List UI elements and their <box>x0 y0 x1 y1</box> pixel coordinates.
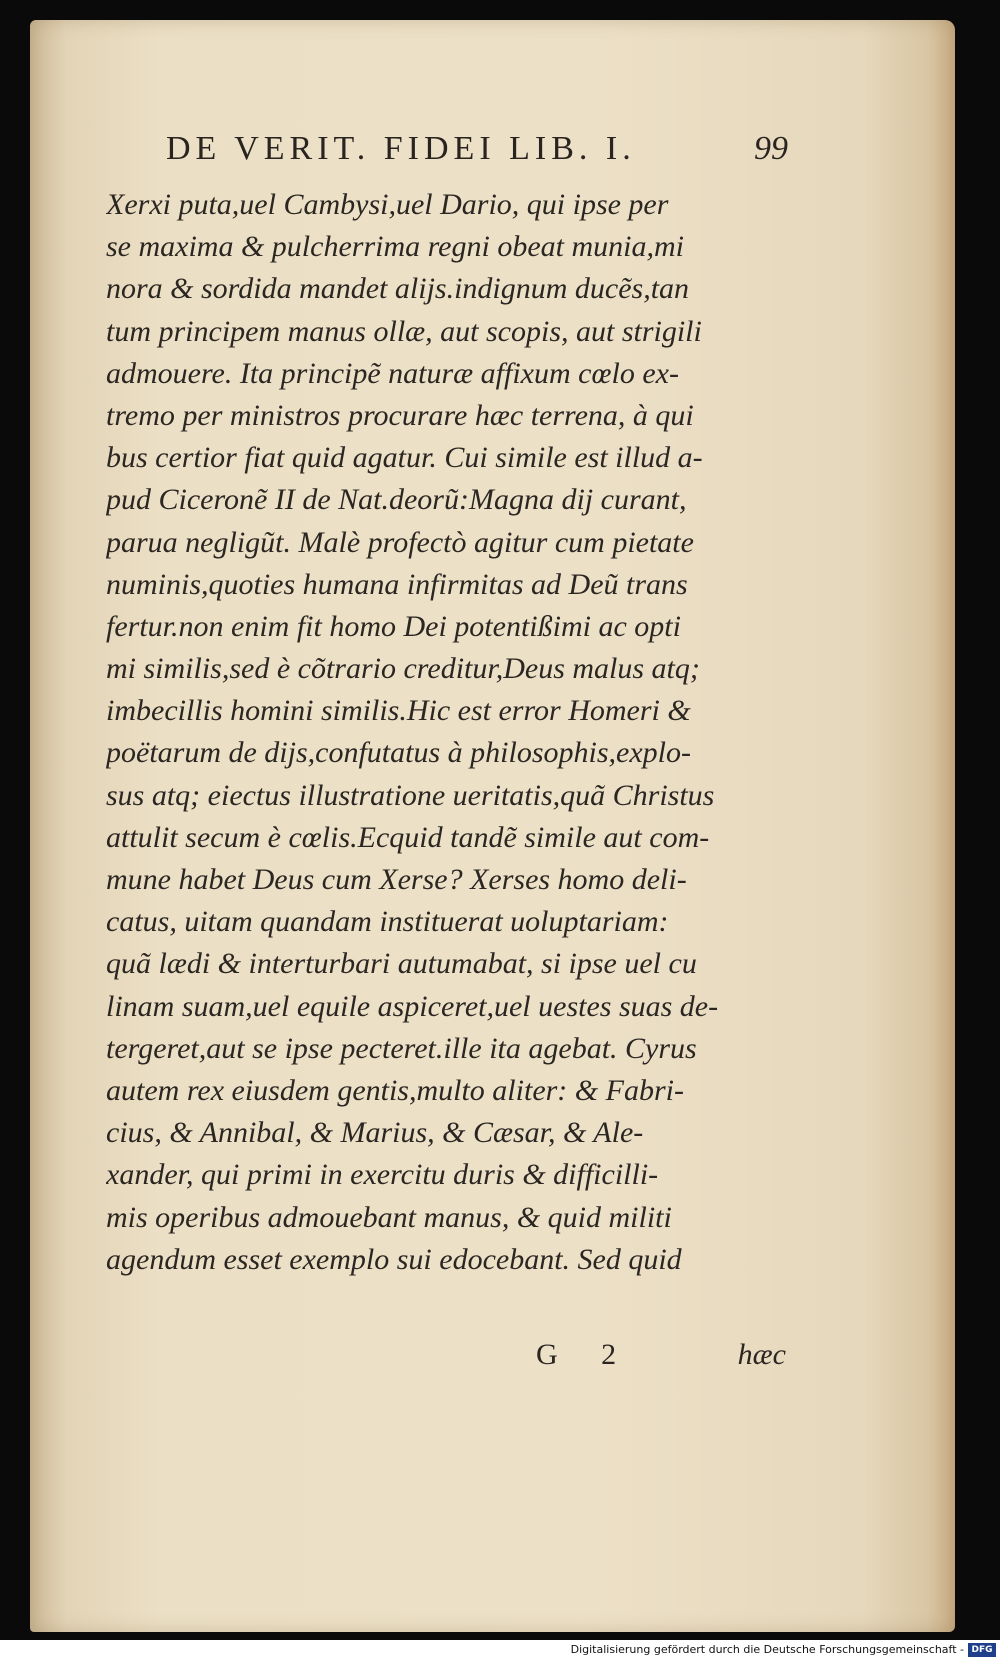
text-line: parua negligũt. Malè profectò agitur cum pietate <box>106 525 694 559</box>
text-line: numinis,quoties humana infirmitas ad Deũ trans <box>106 567 688 601</box>
catchword: hæc <box>737 1338 786 1371</box>
text-line: linam suam,uel equile aspiceret,uel uestes suas de- <box>106 989 719 1023</box>
text-line: catus, uitam quandam instituerat uoluptariam: <box>106 905 669 939</box>
dfg-logo: DFG <box>968 1643 996 1657</box>
running-head <box>166 130 788 176</box>
text-block <box>106 184 786 1281</box>
text-line: attulit secum è cœlis.Ecquid tandẽ simile aut com- <box>106 820 710 854</box>
text-line: pud Ciceronẽ II de Nat.deorũ:Magna dij curant, <box>106 483 687 517</box>
text-line: Xerxi puta,uel Cambysi,uel Dario, qui ipse per <box>106 188 669 221</box>
text-line: xander, qui primi in exercitu duris & difficilli- <box>106 1158 659 1192</box>
text-line: cius, & Annibal, & Marius, & Cæsar, & Ale- <box>106 1116 644 1150</box>
text-line: mis operibus admouebant manus, & quid militi <box>106 1200 672 1234</box>
text-line: tum principem manus ollæ, aut scopis, aut strigili <box>106 314 702 348</box>
signature-line <box>530 1338 786 1382</box>
text-line: nora & sordida mandet aliјs.indignum ducẽs,tan <box>106 272 690 306</box>
text-line: agendum esset exemplo sui edocebant. Sed quid <box>106 1242 682 1276</box>
footer-bar <box>0 1640 1000 1661</box>
text-line: quã lædi & interturbari autumabat, si ipse uel cu <box>106 947 697 981</box>
signature-mark: G 2 <box>536 1338 635 1371</box>
text-line: bus certior fiat quid agatur. Cui simile est illud a- <box>106 441 703 475</box>
book-page <box>30 20 955 1632</box>
text-line: mi similis,sed è cõtrario creditur,Deus malus atq; <box>106 652 700 686</box>
footer-credit: Digitalisierung gefördert durch die Deutsche Forschungsgemeinschaft - <box>570 1643 964 1656</box>
text-line: poëtarum de dijs,confutatus à philosophis,explo- <box>106 736 691 770</box>
text-line: se maxima & pulcherrima regni obeat munia,mi <box>106 230 684 264</box>
text-line: autem rex eiusdem gentis,multo aliter: & Fabri- <box>106 1073 684 1107</box>
text-line: admouere. Ita principẽ naturæ affixum cœlo ex- <box>106 356 679 390</box>
page-number: 99 <box>754 130 788 167</box>
text-line: tremo per ministros procurare hæc terrena, à qui <box>106 398 694 432</box>
text-line: tergeret,aut se ipse pecteret.ille ita agebat. Cyrus <box>106 1031 697 1065</box>
text-line: mune habet Deus cum Xerse? Xerses homo deli- <box>106 863 687 896</box>
text-line: fertur.non enim fit homo Dei potentißimi ac opti <box>106 609 681 643</box>
text-line: sus atq; eiectus illustratione ueritatis,quã Christus <box>106 778 715 812</box>
text-line: imbecillis homini similis.Hic est error Homeri & <box>106 694 691 728</box>
running-title: DE VERIT. FIDEI LIB. I. <box>166 130 636 167</box>
